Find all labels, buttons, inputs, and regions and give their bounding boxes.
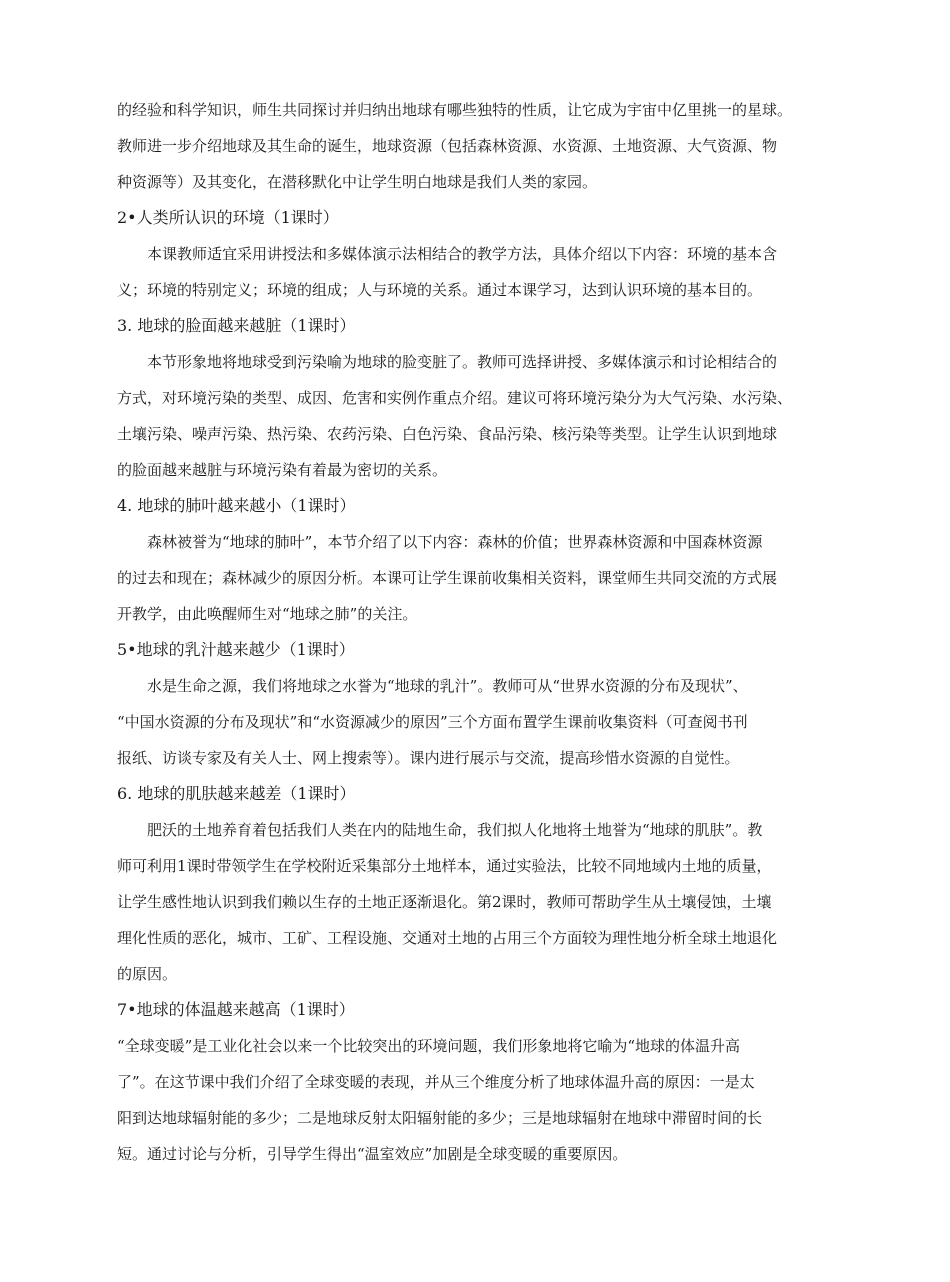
paragraph-line: 本节形象地将地球受到污染喻为地球的脸变脏了。教师可选择讲授、多媒体演示和讨论相结合的 (147, 353, 778, 371)
paragraph-line: 的脸面越来越脏与环境污染有着最为密切的关系。 (117, 461, 448, 479)
paragraph-line: 报纸、访谈专家及有关人士、网上搜索等）。课内进行展示与交流，提高珍惜水资源的自觉性。 (117, 749, 740, 767)
section-heading: 7•地球的体温越来越高（1课时） (117, 1000, 355, 1019)
paragraph-line: 土壤污染、噪声污染、热污染、农药污染、白色污染、食品污染、核污染等类型。让学生认识到地球 (117, 425, 778, 443)
paragraph-line: 师可利用1课时带领学生在学校附近采集部分土地样本，通过实验法，比较不同地域内土地的质量， (117, 857, 772, 875)
paragraph-line: 开教学，由此唤醒师生对“地球之肺”的关注。 (117, 605, 418, 623)
intro-line: 的经验和科学知识，师生共同探讨并归纳出地球有哪些独特的性质，让它成为宇宙中亿里挑一的星球。 (117, 101, 793, 119)
intro-line: 教师进一步介绍地球及其生命的诞生，地球资源（包括森林资源、水资源、土地资源、大气资源、物 (117, 137, 778, 155)
paragraph-line: 短。通过讨论与分析，引导学生得出“温室效应”加剧是全球变暖的重要原因。 (117, 1145, 628, 1163)
paragraph-line: 水是生命之源，我们将地球之水誉为“地球的乳汁”。教师可从“世界水资源的分布及现状”、 (147, 677, 748, 695)
paragraph-line: “中国水资源的分布及现状”和“水资源减少的原因”三个方面布置学生课前收集资料（可查阅书刊 (117, 713, 748, 731)
paragraph-line: 理化性质的恶化，城市、工矿、工程设施、交通对土地的占用三个方面较为理性地分析全球土地退化 (117, 929, 778, 947)
paragraph-line: “全球变暖”是工业化社会以来一个比较突出的环境问题，我们形象地将它喻为“地球的体温升高 (117, 1037, 741, 1055)
paragraph-line: 方式，对环境污染的类型、成因、危害和实例作重点介绍。建议可将环境污染分为大气污染、水污染、 (117, 389, 793, 407)
paragraph-line: 义；环境的特别定义；环境的组成；人与环境的关系。通过本课学习，达到认识环境的基本目的。 (117, 281, 763, 299)
section-heading: 2•人类所认识的环境（1课时） (117, 208, 339, 227)
paragraph-line: 肥沃的土地养育着包括我们人类在内的陆地生命，我们拟人化地将土地誉为“地球的肌肤”。教 (147, 821, 763, 839)
intro-line: 种资源等）及其变化，在潜移默化中让学生明白地球是我们人类的家园。 (117, 173, 598, 191)
paragraph-line: 的原因。 (117, 965, 178, 983)
paragraph-line: 阳到达地球辐射能的多少；二是地球反射太阳辐射能的多少；三是地球辐射在地球中滞留时间的长 (117, 1109, 763, 1127)
paragraph-line: 本课教师适宜采用讲授法和多媒体演示法相结合的教学方法，具体介绍以下内容：环境的基本含 (147, 245, 778, 263)
paragraph-line: 让学生感性地认识到我们赖以生存的土地正逐渐退化。第2课时，教师可帮助学生从土壤侵蚀，土壤 (117, 893, 772, 911)
section-heading: 4. 地球的肺叶越来越小（1课时） (117, 496, 356, 515)
paragraph-line: 了”。在这节课中我们介绍了全球变暖的表现，并从三个维度分析了地球体温升高的原因：一是太 (117, 1073, 755, 1091)
section-heading: 5•地球的乳汁越来越少（1课时） (117, 640, 355, 659)
paragraph-line: 的过去和现在；森林减少的原因分析。本课可让学生课前收集相关资料，课堂师生共同交流的方式展 (117, 569, 778, 587)
section-heading: 6. 地球的肌肤越来越差（1课时） (117, 784, 356, 803)
paragraph-line: 森林被誉为“地球的肺叶”，本节介绍了以下内容：森林的价值；世界森林资源和中国森林资源 (147, 533, 763, 551)
section-heading: 3. 地球的脸面越来越脏（1课时） (117, 316, 356, 335)
